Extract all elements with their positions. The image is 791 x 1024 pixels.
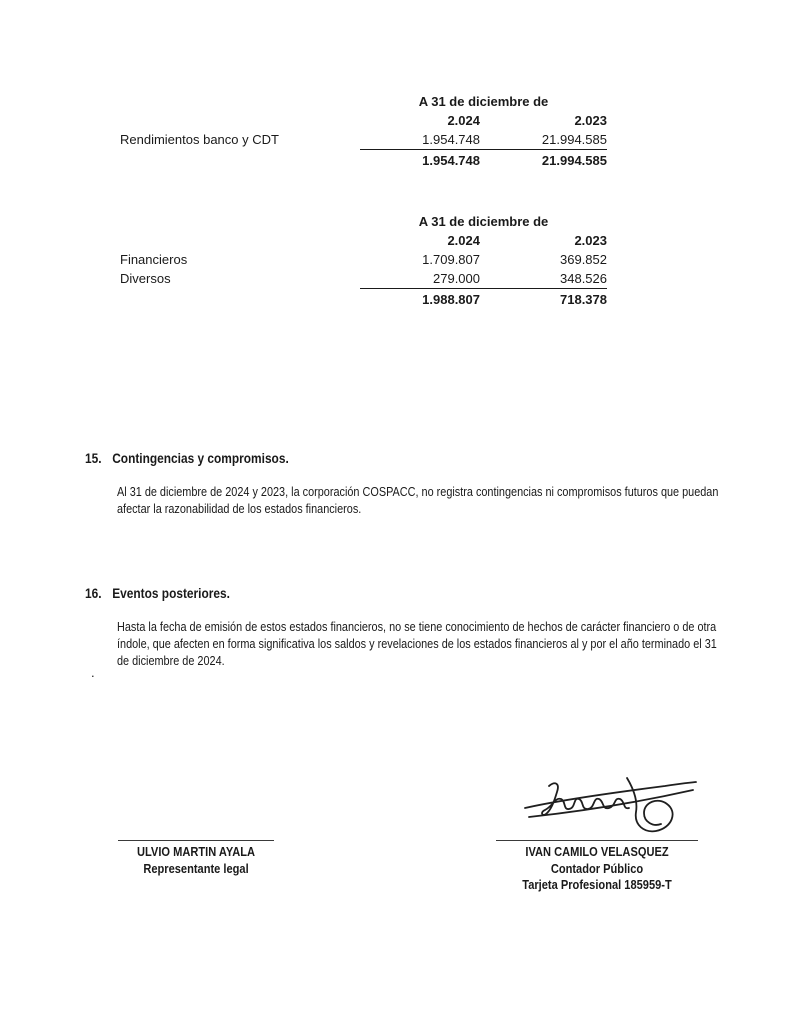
signature-block-contador [496,840,698,894]
table-year-2024-header: 2.024 [447,113,480,128]
section-number: 15. [85,450,102,466]
table-row-label: Rendimientos banco y CDT [120,132,279,147]
table-cell-value-2024: 1.954.748 [422,132,480,147]
signatory-subtitle: Tarjeta Profesional 185959-T [522,878,672,892]
table-cell-value-2023: 21.994.585 [541,132,607,147]
table-spacer [120,92,360,111]
table-cell-value-2023: 348.526 [560,271,607,286]
section-paragraph: Hasta la fecha de emisión de estos estados financieros, no se tiene conocimiento de hechos de carácter financiero o de otra índole, que afecten en forma significativa los saldos y revelaciones de los estados financieros al y por el año terminado el 31 de diciembre de 2024. [117,619,717,668]
table-spacer [120,231,360,250]
stray-period: . [91,665,95,680]
table-year-2023-header: 2.023 [574,113,607,128]
table-period-header: A 31 de diciembre de [418,214,549,229]
section-heading [85,584,748,602]
note-section-15 [85,449,785,517]
signatory-title: Representante legal [143,861,249,876]
table-row-label: Diversos [120,271,171,286]
note-section-16 [85,584,785,669]
table-total-2023: 718.378 [480,288,607,309]
signature-scribble-icon [515,770,703,840]
signatory-title: Contador Público [550,861,644,876]
financial-table-otros [120,212,607,309]
table-total-2023: 21.994.585 [480,149,607,170]
table-year-2024-header: 2.024 [447,233,480,248]
section-number: 16. [85,585,102,601]
section-paragraph: Al 31 de diciembre de 2024 y 2023, la corporación COSPACC, no registra contingencias ni compromisos futuros que puedan afectar la razonabilidad de los estados financieros. [117,484,719,516]
signature-block-representante [118,840,274,877]
table-period-header: A 31 de diciembre de [418,94,549,109]
table-spacer [120,111,360,130]
table-total-2024: 1.988.807 [360,288,480,309]
table-cell-value-2023: 369.852 [560,252,607,267]
table-total-2024: 1.954.748 [360,149,480,170]
table-cell-value-2024: 279.000 [433,271,480,286]
signatory-name: ULVIO MARTIN AYALA [136,845,256,859]
table-cell-value-2024: 1.709.807 [422,252,480,267]
section-title: Contingencias y compromisos. [112,450,289,466]
table-spacer [120,149,360,170]
table-year-2023-header: 2.023 [574,233,607,248]
section-heading [85,449,748,467]
table-row-label: Financieros [120,252,188,267]
section-title: Eventos posteriores. [112,585,230,601]
table-spacer [120,212,360,231]
signatory-name: IVAN CAMILO VELASQUEZ [525,845,669,859]
financial-table-rendimientos [120,92,607,170]
table-spacer [120,288,360,309]
